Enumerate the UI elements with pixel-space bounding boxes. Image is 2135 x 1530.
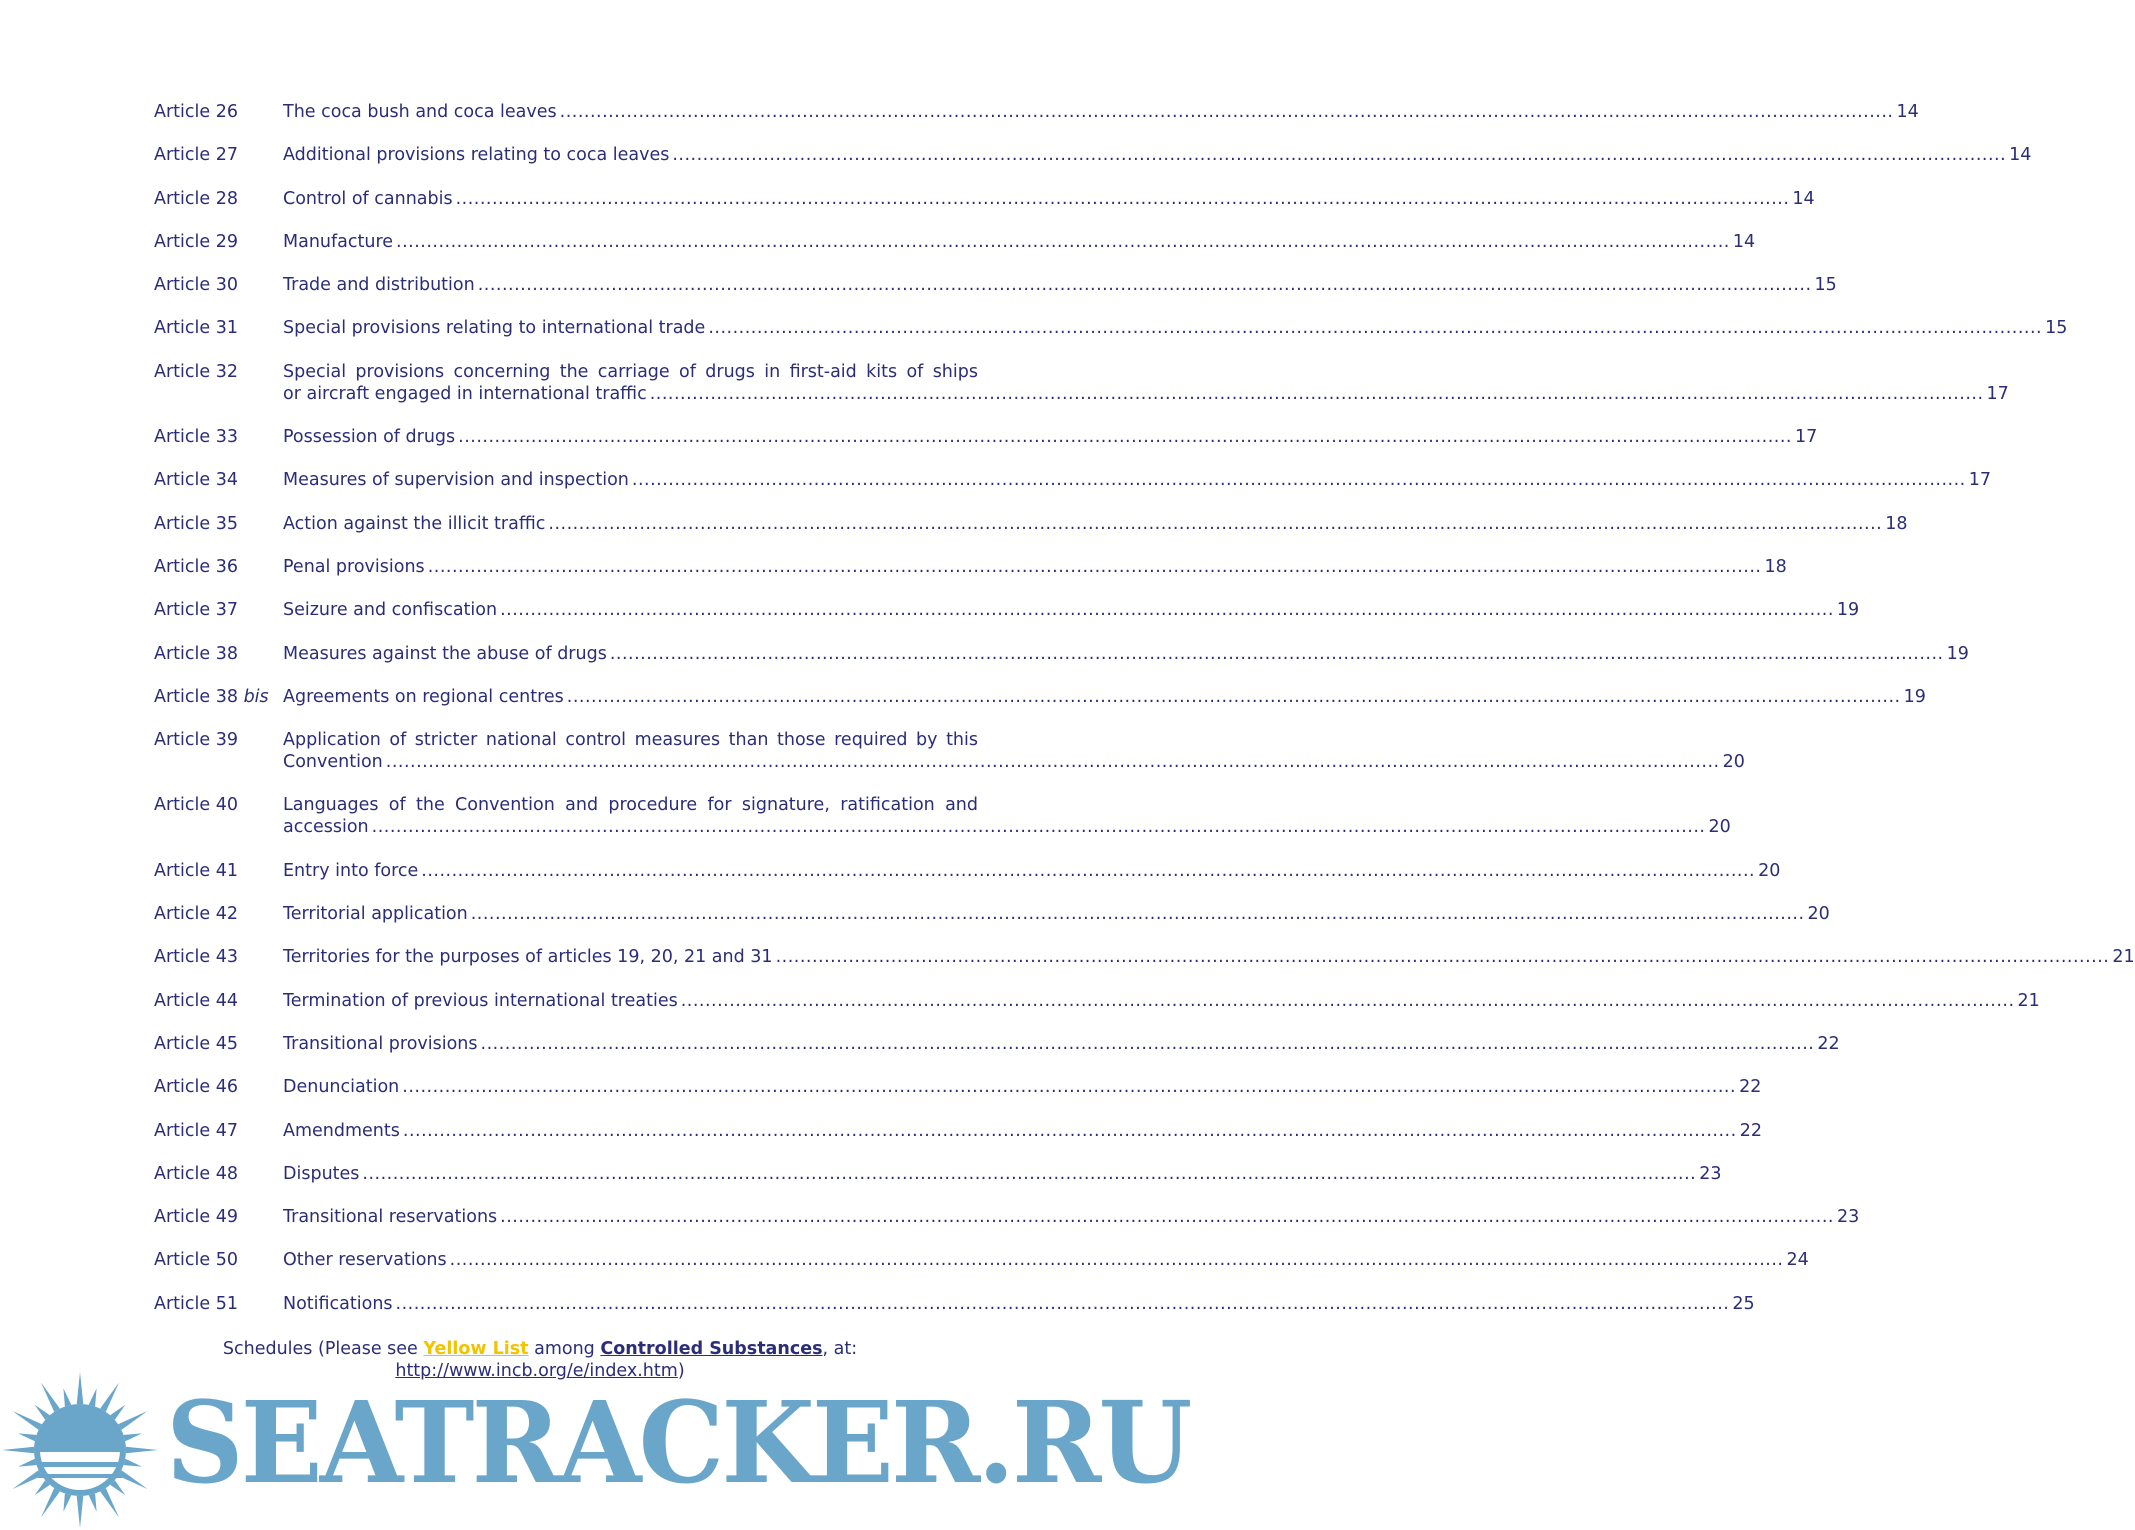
article-title-text: Termination of previous international treaties	[283, 990, 678, 1011]
dot-leader: ............................................................................................................................................................................................................................	[500, 1207, 1834, 1228]
article-number	[154, 643, 283, 665]
dot-leader: ............................................................................................................................................................................................................................	[477, 275, 1812, 296]
article-title-text: Disputes	[283, 1163, 360, 1184]
toc-row	[154, 686, 1926, 708]
article-title-last-line	[283, 1163, 1722, 1185]
toc-row	[154, 860, 1781, 882]
schedules-line-1	[0, 1338, 1080, 1360]
toc-row	[154, 101, 1919, 123]
article-title-text: or aircraft engaged in international traffic	[283, 383, 647, 404]
article-number	[154, 903, 283, 925]
article-number	[154, 101, 283, 123]
toc-row	[154, 144, 2032, 166]
article-number	[154, 556, 283, 578]
toc-row	[154, 1033, 1840, 1055]
toc-row	[154, 643, 1969, 665]
article-number	[154, 188, 283, 210]
article-title-text: Measures of supervision and inspection	[283, 470, 629, 491]
toc-row	[154, 1076, 1762, 1098]
article-number-text: Article 26	[154, 102, 238, 122]
article-title-last-line	[283, 816, 1731, 838]
article-title	[283, 144, 2032, 166]
article-title-text: Notifications	[283, 1293, 393, 1314]
toc-row	[154, 188, 1815, 210]
sun-ray	[77, 1372, 84, 1404]
toc-row	[154, 556, 1787, 578]
page-number: 20	[1722, 752, 1745, 773]
page-number: 14	[1732, 231, 1756, 252]
article-number-text: Article 36	[154, 556, 238, 577]
article-title-last-line	[283, 686, 1926, 708]
article-number	[154, 513, 283, 535]
article-title	[283, 513, 1908, 535]
sun-ray	[89, 1388, 97, 1406]
article-title-line: Special provisions concerning the carriage of drugs in first-aid kits of ships	[283, 361, 978, 382]
page-number: 17	[1986, 383, 2009, 404]
sun-ray	[118, 1411, 147, 1430]
page-number: 20	[1758, 860, 1781, 881]
article-title-text: Entry into force	[283, 860, 419, 881]
article-number	[154, 1033, 283, 1055]
article-title	[283, 1120, 1762, 1142]
article-title	[283, 1293, 1755, 1315]
article-number	[154, 729, 283, 751]
article-title-text: Seizure and confiscation	[283, 600, 498, 621]
article-title	[283, 1033, 1840, 1055]
article-title-last-line	[283, 317, 2068, 339]
article-title	[283, 794, 1731, 838]
article-title-last-line	[283, 513, 1908, 535]
article-number-text: Article 46	[154, 1077, 238, 1098]
article-number-text: Article 34	[154, 470, 238, 491]
article-number-text: Article 50	[154, 1250, 238, 1271]
article-title-text: Trade and distribution	[283, 275, 475, 296]
article-title	[283, 990, 2040, 1012]
article-suffix: bis	[243, 686, 269, 707]
article-title-last-line	[283, 860, 1781, 882]
article-number-text: Article 41	[154, 860, 238, 881]
article-title-last-line	[283, 383, 2009, 405]
dot-leader: ............................................................................................................................................................................................................................	[362, 1163, 1697, 1184]
page-number: 14	[1792, 188, 1815, 209]
page-number: 17	[1794, 427, 1818, 448]
article-title-last-line	[283, 469, 1991, 491]
dot-leader: ............................................................................................................................................................................................................................	[385, 752, 1720, 773]
article-title-last-line	[283, 1206, 1860, 1228]
toc-row	[154, 231, 1756, 253]
dot-leader: ............................................................................................................................................................................................................................	[402, 1120, 1737, 1141]
article-number-text: Article 30	[154, 275, 238, 296]
article-title-text: Action against the illicit traffic	[283, 513, 546, 534]
watermark	[0, 1360, 1190, 1528]
page-number: 21	[2112, 947, 2135, 968]
article-title-last-line	[283, 188, 1815, 210]
article-title-text: accession	[283, 817, 369, 838]
dot-leader: ............................................................................................................................................................................................................................	[609, 643, 1944, 664]
page-number: 23	[1699, 1163, 1722, 1184]
article-title	[283, 1163, 1722, 1185]
article-number	[154, 860, 283, 882]
page-number: 24	[1786, 1250, 1809, 1271]
page-number: 19	[1903, 686, 1926, 707]
article-number	[154, 317, 283, 339]
page-number: 15	[1814, 275, 1837, 296]
article-number-text: Article 33	[154, 427, 238, 448]
article-number	[154, 599, 283, 621]
article-title	[283, 643, 1969, 665]
article-title-last-line	[283, 1249, 1809, 1271]
article-number-text: Article 28	[154, 188, 238, 209]
article-title-text: Possession of drugs	[283, 427, 456, 448]
toc-row	[154, 794, 1731, 838]
page-number: 20	[1807, 904, 1830, 925]
article-title-last-line	[283, 1120, 1762, 1142]
table-of-contents	[154, 101, 2135, 1336]
sun-ray	[41, 1383, 60, 1412]
page-number: 14	[1896, 102, 1919, 122]
article-title-last-line	[283, 599, 1860, 621]
article-title	[283, 101, 1919, 123]
sun-ray	[118, 1470, 147, 1489]
article-title-last-line	[283, 274, 1837, 296]
article-title	[283, 1206, 1860, 1228]
article-title-last-line	[283, 751, 1745, 773]
article-number	[154, 361, 283, 383]
article-number-text: Article 44	[154, 990, 238, 1011]
toc-row	[154, 903, 1830, 925]
article-title-text: Amendments	[283, 1120, 400, 1141]
article-title-text: Convention	[283, 752, 383, 773]
toc-row	[154, 361, 2009, 405]
toc-row	[154, 513, 1908, 535]
toc-row	[154, 1293, 1755, 1315]
article-title	[283, 556, 1787, 578]
article-title-last-line	[283, 101, 1919, 123]
dot-leader: ............................................................................................................................................................................................................................	[672, 145, 2007, 166]
article-number	[154, 1076, 283, 1098]
dot-leader: ............................................................................................................................................................................................................................	[427, 556, 1762, 577]
toc-row	[154, 1249, 1809, 1271]
page-number: 15	[2045, 318, 2068, 339]
toc-row	[154, 317, 2068, 339]
article-number-text: Article 39	[154, 730, 238, 751]
article-number	[154, 274, 283, 296]
article-number	[154, 794, 283, 816]
article-number-text: Article 27	[154, 145, 238, 166]
article-title	[283, 1076, 1762, 1098]
article-title-text: Measures against the abuse of drugs	[283, 643, 607, 664]
page-number: 19	[1946, 643, 1969, 664]
article-title	[283, 317, 2068, 339]
article-title-text: Territories for the purposes of articles 19, 20, 21 and 31	[283, 947, 773, 968]
schedules-among: among	[528, 1339, 601, 1359]
article-title	[283, 188, 1815, 210]
page-number: 18	[1885, 513, 1908, 534]
article-number	[154, 1206, 283, 1228]
article-title-text: Control of cannabis	[283, 188, 453, 209]
sun-ray	[18, 1433, 36, 1441]
page-number: 18	[1764, 556, 1787, 577]
article-title-text: Other reservations	[283, 1250, 447, 1271]
page-number: 21	[2017, 990, 2040, 1011]
article-title-text: Manufacture	[283, 231, 394, 252]
article-title-last-line	[283, 1033, 1840, 1055]
dot-leader: ............................................................................................................................................................................................................................	[396, 231, 1730, 252]
article-number-text: Article 35	[154, 513, 238, 534]
article-title	[283, 729, 1745, 773]
article-title	[283, 903, 1830, 925]
article-number-text: Article 37	[154, 600, 238, 621]
page-number: 23	[1836, 1207, 1860, 1228]
article-number-text: Article 48	[154, 1163, 238, 1184]
article-title	[283, 946, 2135, 968]
article-title-last-line	[283, 903, 1830, 925]
toc-row	[154, 1120, 1762, 1142]
toc-row	[154, 599, 1860, 621]
sun-ray	[63, 1388, 71, 1406]
dot-leader: ............................................................................................................................................................................................................................	[371, 817, 1706, 838]
toc-row	[154, 729, 1745, 773]
article-title	[283, 860, 1781, 882]
dot-leader: ............................................................................................................................................................................................................................	[458, 427, 1792, 448]
page-number: 19	[1836, 600, 1860, 621]
dot-leader: ............................................................................................................................................................................................................................	[449, 1250, 1784, 1271]
page-number: 20	[1708, 817, 1731, 838]
dot-leader: ............................................................................................................................................................................................................................	[631, 470, 1966, 491]
article-number	[154, 1163, 283, 1185]
controlled-substances-link[interactable]: Controlled Substances	[600, 1339, 823, 1359]
toc-row	[154, 426, 1818, 448]
toc-row	[154, 469, 1991, 491]
sun-ray	[89, 1494, 97, 1512]
toc-row	[154, 1163, 1722, 1185]
sun-ray	[2, 1447, 34, 1454]
article-title-text: Special provisions relating to international trade	[283, 318, 706, 339]
article-number-text: Article 38	[154, 643, 238, 664]
article-title-text: Penal provisions	[283, 556, 425, 577]
article-title	[283, 426, 1818, 448]
article-title-last-line	[283, 231, 1756, 253]
article-number-text: Article 49	[154, 1207, 238, 1228]
page-number: 17	[1968, 470, 1991, 491]
page-number: 22	[1739, 1120, 1762, 1141]
dot-leader: ............................................................................................................................................................................................................................	[395, 1293, 1730, 1314]
sun-ray	[124, 1459, 142, 1467]
article-title-last-line	[283, 1076, 1762, 1098]
dot-leader: ............................................................................................................................................................................................................................	[708, 318, 2043, 339]
sun-ray	[18, 1459, 36, 1467]
article-number-text: Article 43	[154, 947, 238, 968]
sun-ray	[124, 1433, 142, 1441]
article-number	[154, 1293, 283, 1315]
page-number: 22	[1739, 1077, 1762, 1098]
dot-leader: ............................................................................................................................................................................................................................	[566, 686, 1901, 707]
dot-leader: ............................................................................................................................................................................................................................	[548, 513, 1883, 534]
article-title-last-line	[283, 643, 1969, 665]
incb-url-link[interactable]: http://www.incb.org/e/index.htm	[395, 1361, 678, 1381]
schedules-comma-at: , at:	[822, 1339, 858, 1359]
article-number	[154, 469, 283, 491]
toc-row	[154, 274, 1837, 296]
dot-leader: ............................................................................................................................................................................................................................	[455, 188, 1790, 209]
dot-leader: ............................................................................................................................................................................................................................	[559, 102, 1894, 122]
dot-leader: ............................................................................................................................................................................................................................	[421, 860, 1756, 881]
article-number-text: Article 45	[154, 1033, 238, 1054]
article-number-text: Article 38	[154, 686, 238, 707]
article-title-text: Transitional provisions	[283, 1033, 478, 1054]
article-number-text: Article 47	[154, 1120, 238, 1141]
article-number	[154, 990, 283, 1012]
dot-leader: ............................................................................................................................................................................................................................	[680, 990, 2015, 1011]
article-title	[283, 274, 1837, 296]
toc-row	[154, 946, 2135, 968]
page-number: 22	[1817, 1033, 1840, 1054]
article-title-text: Agreements on regional centres	[283, 686, 564, 707]
article-title-line: Languages of the Convention and procedure for signature, ratification and	[283, 795, 978, 816]
sun-ray	[13, 1470, 42, 1489]
article-number	[154, 946, 283, 968]
schedules-prefix: Schedules (Please see	[222, 1339, 424, 1359]
article-number	[154, 1249, 283, 1271]
page-number: 14	[2009, 145, 2032, 166]
dot-leader: ............................................................................................................................................................................................................................	[480, 1033, 1815, 1054]
article-number	[154, 231, 283, 253]
article-title-text: Transitional reservations	[283, 1207, 498, 1228]
article-number-text: Article 29	[154, 231, 238, 252]
dot-leader: ............................................................................................................................................................................................................................	[775, 947, 2110, 968]
schedules-close: )	[677, 1361, 685, 1381]
article-title-last-line	[283, 990, 2040, 1012]
watermark-text: SEATRACKER.RU	[166, 1378, 1190, 1509]
article-number	[154, 686, 283, 708]
toc-row	[154, 990, 2040, 1012]
article-number	[154, 144, 283, 166]
article-title-line: Application of stricter national control measures than those required by this	[283, 730, 978, 751]
article-number-text: Article 42	[154, 904, 238, 925]
article-title	[283, 599, 1860, 621]
article-title	[283, 361, 2009, 405]
sun-ray	[100, 1488, 119, 1517]
article-number	[154, 1120, 283, 1142]
article-title	[283, 686, 1926, 708]
article-number-text: Article 31	[154, 318, 238, 339]
sun-ray	[41, 1488, 60, 1517]
dot-leader: ............................................................................................................................................................................................................................	[649, 383, 1984, 404]
article-title-last-line	[283, 1293, 1755, 1315]
article-title	[283, 469, 1991, 491]
dot-leader: ............................................................................................................................................................................................................................	[470, 904, 1805, 925]
dot-leader: ............................................................................................................................................................................................................................	[402, 1077, 1737, 1098]
sun-ray	[63, 1494, 71, 1512]
article-number-text: Article 32	[154, 361, 238, 382]
sun-ray	[100, 1383, 119, 1412]
article-title-last-line	[283, 426, 1818, 448]
article-title-text: Territorial application	[283, 904, 468, 925]
article-title-text: Denunciation	[283, 1077, 400, 1098]
article-number-text: Article 51	[154, 1293, 238, 1314]
article-title-text: The coca bush and coca leaves	[283, 102, 557, 122]
sun-ray	[13, 1411, 42, 1430]
yellow-list-link[interactable]: Yellow List	[423, 1339, 529, 1359]
toc-row	[154, 1206, 1860, 1228]
sun-ray	[126, 1447, 158, 1454]
sun-logo-icon	[0, 1370, 160, 1530]
article-title-last-line	[283, 144, 2032, 166]
dot-leader: ............................................................................................................................................................................................................................	[500, 600, 1834, 621]
article-title-text: Additional provisions relating to coca leaves	[283, 145, 670, 166]
page-number: 25	[1732, 1293, 1755, 1314]
article-title-last-line	[283, 946, 2135, 968]
article-title-last-line	[283, 556, 1787, 578]
article-number-text: Article 40	[154, 795, 238, 816]
article-title	[283, 231, 1756, 253]
sun-ray	[77, 1496, 84, 1528]
article-number	[154, 426, 283, 448]
article-title	[283, 1249, 1809, 1271]
